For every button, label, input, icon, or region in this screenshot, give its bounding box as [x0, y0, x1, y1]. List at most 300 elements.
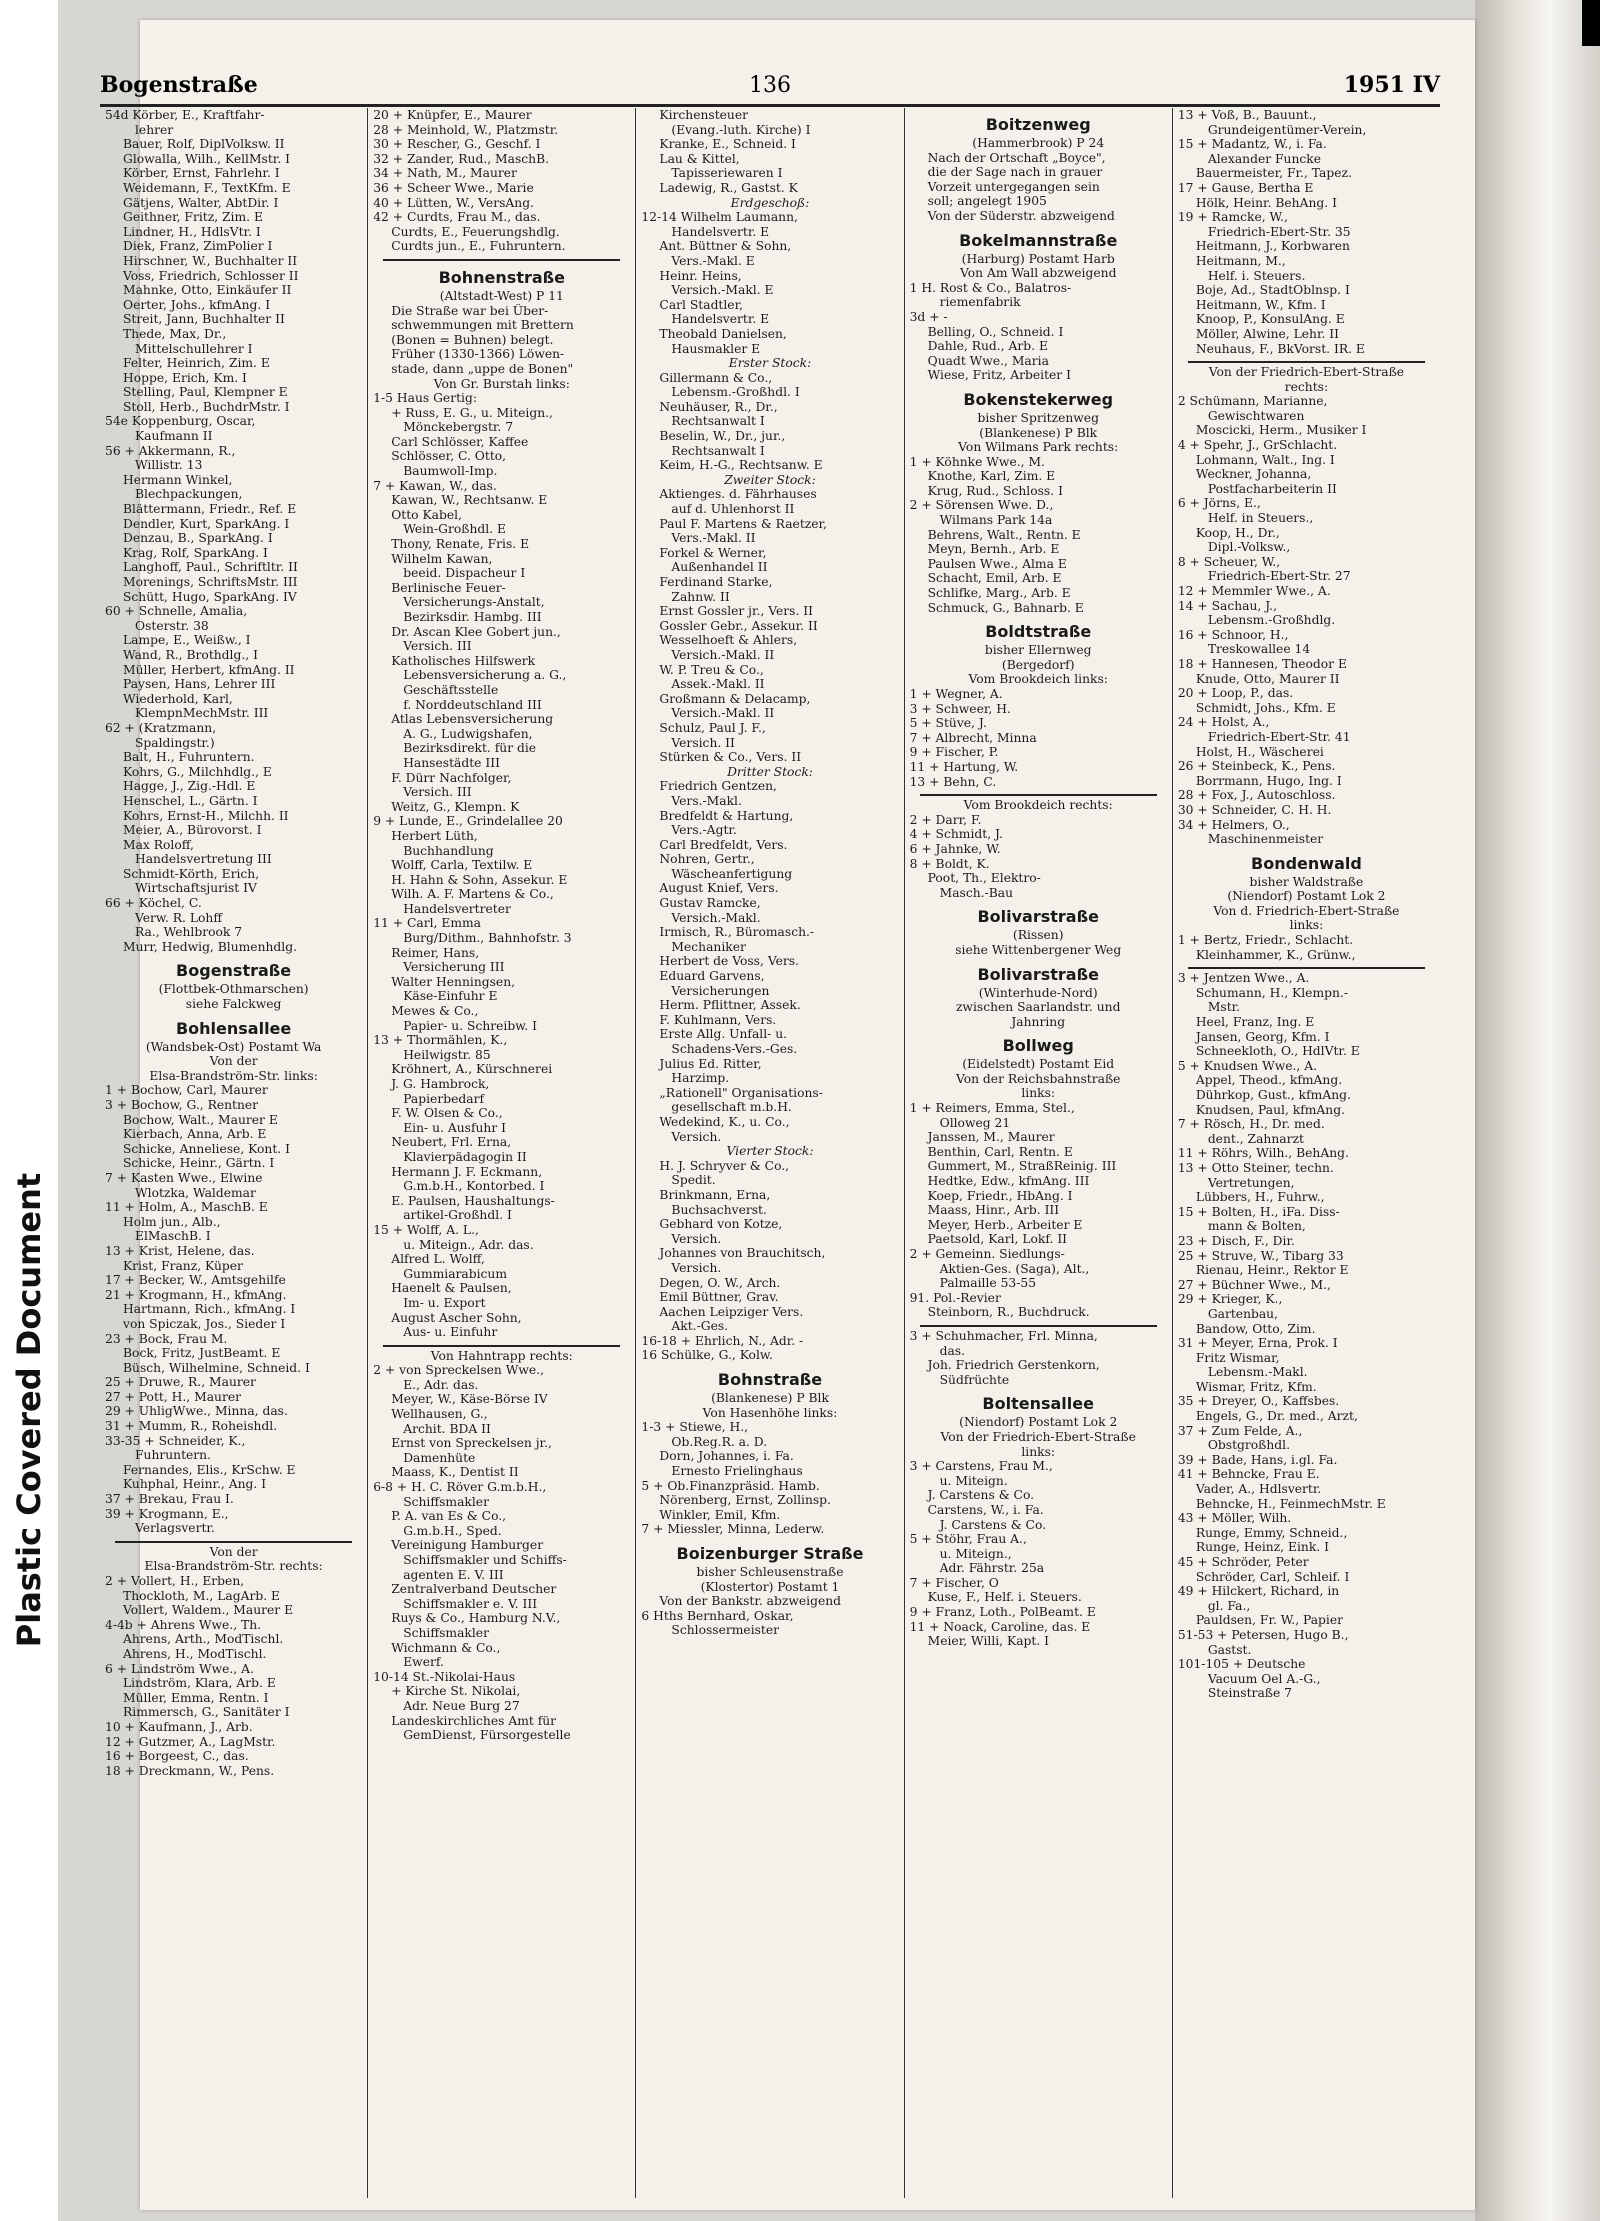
resident-entry: Carl Stadtler,	[659, 297, 744, 312]
entry-continuation: Ewerf.	[403, 1655, 444, 1670]
resident-entry: Belling, O., Schneid. I	[927, 324, 1064, 339]
house-number-entry: 15 + Madantz, W., i. Fa.	[1177, 137, 1327, 152]
resident-entry: Appel, Theod., kfmAng.	[1195, 1073, 1343, 1088]
resident-entry: stade, dann „uppe de Bonen"	[391, 361, 574, 376]
house-number-entry: 28 + Fox, J., Autoschloss.	[1177, 788, 1336, 803]
entry-continuation: Bezirksdir. Hambg. III	[403, 610, 542, 624]
resident-entry: Kierbach, Anna, Arb. E	[123, 1127, 267, 1142]
resident-entry: Gummert, M., StraßReinig. III	[927, 1159, 1117, 1174]
entry-continuation: Lebensm.-Großhdlg.	[1207, 613, 1336, 628]
entry-continuation: Rechtsanwalt I	[671, 443, 765, 458]
entry-continuation: Versicherungen	[671, 983, 770, 998]
street-note: (Hammerbrook) P 24	[972, 136, 1105, 150]
house-number-entry: 13 + Thormählen, K.,	[373, 1033, 508, 1048]
resident-entry: Nach der Ortschaft „Boyce",	[927, 150, 1106, 165]
resident-entry: Joh. Friedrich Gerstenkorn,	[927, 1358, 1100, 1373]
house-number-entry: 7 + Rösch, H., Dr. med.	[1177, 1117, 1325, 1132]
resident-entry: von Spiczak, Jos., Sieder I	[123, 1316, 286, 1331]
entry-continuation: Südfrüchte	[939, 1372, 1010, 1387]
resident-entry: Wichmann & Co.,	[391, 1640, 501, 1655]
entry-continuation: beeid. Dispacheur I	[403, 566, 526, 581]
entry-continuation: Postfacharbeiterin II	[1207, 481, 1337, 496]
entry-continuation: Gastst.	[1207, 1642, 1252, 1657]
entry-continuation: Fuhruntern.	[135, 1448, 212, 1463]
street-note: Vom Brookdeich links:	[968, 672, 1108, 687]
resident-entry: Heel, Franz, Ing. E	[1195, 1015, 1315, 1030]
resident-entry: Dendler, Kurt, SparkAng. I	[123, 516, 290, 531]
entry-continuation: Bezirksdirekt. für die	[403, 741, 537, 756]
resident-entry: Ernst Gossler jr., Vers. II	[659, 604, 814, 619]
resident-entry: Aachen Leipziger Vers.	[659, 1304, 804, 1319]
resident-entry: Haenelt & Paulsen,	[391, 1281, 512, 1296]
resident-entry: Glowalla, Wilh., KellMstr. I	[123, 151, 291, 166]
resident-entry: Heitmann, W., Kfm. I	[1195, 297, 1326, 312]
entry-continuation: lehrer	[135, 122, 174, 137]
resident-entry: Meyer, W., Käse-Börse IV	[391, 1392, 548, 1407]
directory-columns	[100, 108, 1440, 2198]
house-number-entry: 34 + Helmers, O.,	[1177, 817, 1290, 832]
entry-continuation: J. Carstens & Co.	[939, 1517, 1047, 1532]
resident-entry: Möller, Alwine, Lehr. II	[1195, 326, 1340, 341]
house-number-entry: 27 + Pott, H., Maurer	[105, 1389, 241, 1404]
entry-continuation: Vertretungen,	[1207, 1175, 1295, 1190]
resident-entry: Neuhaus, F., BkVorst. IR. E	[1195, 341, 1365, 356]
entry-continuation: Zahnw. II	[671, 589, 730, 604]
resident-entry: Blättermann, Friedr., Ref. E	[123, 502, 297, 517]
street-note: (Wandsbek-Ost) Postamt Wa	[145, 1039, 322, 1054]
entry-continuation: Masch.-Bau	[939, 885, 1014, 900]
house-number-entry: 54e Koppenburg, Oscar,	[105, 414, 256, 429]
resident-entry: Ruys & Co., Hamburg N.V.,	[391, 1611, 561, 1626]
resident-entry: P. A. van Es & Co.,	[391, 1509, 507, 1524]
resident-entry: Wiese, Fritz, Arbeiter I	[927, 368, 1071, 383]
resident-entry: August Knief, Vers.	[659, 881, 779, 896]
house-number-entry: 6 + Jahnke, W.	[909, 841, 1001, 856]
entry-continuation: Versich.	[671, 1231, 722, 1246]
plastic-covered-text: Plastic Covered Document	[10, 1172, 48, 1648]
resident-entry: Balt, H., Fuhruntern.	[123, 750, 255, 765]
resident-entry: schwemmungen mit Brettern	[391, 318, 574, 333]
resident-entry: Bochow, Walt., Maurer E	[123, 1112, 278, 1127]
street-note: Von Hasenhöhe links:	[702, 1405, 838, 1420]
house-number-entry: 16 + Borgeest, C., das.	[105, 1749, 249, 1764]
entry-continuation: Versicherungs-Anstalt,	[403, 595, 545, 610]
street-heading: Bokelmannstraße	[959, 230, 1118, 250]
column-5	[1173, 108, 1440, 2198]
resident-entry: Krist, Franz, Küper	[123, 1258, 243, 1273]
house-number-entry: 49 + Hilckert, Richard, in	[1177, 1584, 1340, 1599]
entry-continuation: Osterstr. 38	[135, 618, 209, 633]
entry-continuation: Damenhüte	[403, 1450, 476, 1465]
resident-entry: Mewes & Co.,	[391, 1004, 479, 1019]
resident-entry: Hoppe, Erich, Km. I	[123, 370, 247, 385]
column-1	[100, 108, 368, 2198]
entry-continuation: Schiffsmakler	[403, 1625, 489, 1640]
resident-entry: Berlinische Feuer-	[391, 580, 506, 595]
house-number-entry: 33-35 + Schneider, K.,	[105, 1433, 246, 1448]
resident-entry: Schulz, Paul J. F.,	[659, 720, 766, 735]
resident-entry: Paulsen Wwe., Alma E	[927, 556, 1067, 571]
house-number-entry: 7 + Miessler, Minna, Lederw.	[641, 1522, 825, 1537]
resident-entry: Henschel, L., Gärtn. I	[123, 793, 258, 808]
resident-entry: Schicke, Heinr., Gärtn. I	[123, 1156, 275, 1171]
resident-entry: Weckner, Johanna,	[1195, 467, 1312, 482]
resident-entry: Vader, A., Hdlsvertr.	[1195, 1482, 1322, 1497]
house-number-entry: 17 + Gause, Bertha E	[1177, 180, 1314, 195]
entry-continuation: Außenhandel II	[671, 560, 768, 575]
entry-continuation: Helf. i. Steuers.	[1207, 268, 1306, 283]
resident-entry: J. Carstens & Co.	[927, 1488, 1035, 1503]
entry-continuation: Wäscheanfertigung	[671, 866, 793, 881]
resident-entry: Neuhäuser, R., Dr.,	[659, 399, 778, 414]
resident-entry: Degen, O. W., Arch.	[659, 1275, 781, 1290]
street-note: Von der Friedrich-Ebert-Straße	[1208, 365, 1405, 380]
house-number-entry: 11 + Noack, Caroline, das. E	[909, 1619, 1091, 1634]
resident-entry: Rienau, Heinr., Rektor E	[1195, 1263, 1349, 1278]
entry-continuation: Lebensm.-Makl.	[1207, 1365, 1308, 1380]
resident-entry: Wesselhoeft & Ahlers,	[659, 633, 798, 648]
house-number-entry: 51-53 + Petersen, Hugo B.,	[1177, 1627, 1349, 1642]
street-note: Von Wilmans Park rechts:	[958, 440, 1119, 455]
floor-heading: Erdgeschoß:	[730, 195, 810, 210]
house-number-entry: 3 + Schuhmacher, Frl. Minna,	[909, 1328, 1098, 1343]
house-number-entry: 36 + Scheer Wwe., Marie	[373, 180, 534, 195]
resident-entry: Kranke, E., Schneid. I	[659, 137, 796, 152]
entry-continuation: auf d. Uhlenhorst II	[671, 502, 795, 517]
house-number-entry: 16 + Schnoor, H.,	[1177, 627, 1289, 642]
resident-entry: Wismar, Fritz, Kfm.	[1195, 1379, 1317, 1394]
resident-entry: Knude, Otto, Maurer II	[1195, 671, 1340, 686]
resident-entry: Brinkmann, Erna,	[659, 1187, 771, 1202]
entry-continuation: gesellschaft m.b.H.	[671, 1100, 792, 1115]
resident-entry: Quadt Wwe., Maria	[927, 353, 1049, 368]
house-number-entry: 91. Pol.-Revier	[909, 1290, 1001, 1305]
resident-entry: Streit, Jann, Buchhalter II	[123, 312, 285, 327]
street-heading: Boltensallee	[982, 1394, 1094, 1414]
resident-entry: Curdts, E., Feuerungshdlg.	[391, 224, 560, 239]
street-note: (Harburg) Postamt Harb	[961, 251, 1115, 266]
resident-entry: Landeskirchliches Amt für	[391, 1713, 557, 1728]
house-number-entry: 14 + Sachau, J.,	[1177, 598, 1278, 613]
house-number-entry: 2 + Vollert, H., Erben,	[105, 1574, 245, 1588]
house-number-entry: 30 + Rescher, G., Geschf. I	[373, 137, 541, 152]
resident-entry: Schmidt-Körth, Erich,	[123, 866, 260, 881]
house-number-entry: 42 + Curdts, Frau M., das.	[373, 210, 541, 225]
book-spine	[1475, 0, 1600, 2221]
entry-continuation: Friedrich-Ebert-Str. 41	[1207, 729, 1351, 744]
resident-entry: Mahnke, Otto, Einkäufer II	[123, 283, 292, 298]
entry-continuation: Grundeigentümer-Verein,	[1207, 122, 1367, 137]
resident-entry: Engels, G., Dr. med., Arzt,	[1195, 1409, 1358, 1424]
resident-entry: Stürken & Co., Vers. II	[659, 750, 802, 765]
resident-entry: Eduard Garvens,	[659, 969, 765, 984]
street-note: (Winterhude-Nord)	[978, 985, 1098, 1000]
resident-entry: F. Dürr Nachfolger,	[391, 770, 512, 785]
entry-continuation: Harzimp.	[671, 1071, 730, 1086]
house-number-entry: 5 + Knudsen Wwe., A.	[1177, 1058, 1318, 1073]
house-number-entry: 13 + Voß, B., Bauunt.,	[1177, 108, 1317, 122]
resident-entry: Poot, Th., Elektro-	[927, 871, 1041, 886]
entry-continuation: Mstr.	[1207, 1000, 1241, 1015]
resident-entry: Meier, Willi, Kapt. I	[927, 1634, 1050, 1649]
resident-entry: Forkel & Werner,	[659, 545, 767, 560]
house-number-entry: 25 + Struve, W., Tibarg 33	[1177, 1248, 1344, 1263]
resident-entry: Bauer, Rolf, DiplVolksw. II	[123, 137, 285, 152]
resident-entry: Voss, Friedrich, Schlosser II	[123, 268, 299, 283]
resident-entry: Müller, Herbert, kfmAng. II	[123, 662, 295, 677]
resident-entry: Nohren, Gertr.,	[659, 852, 755, 867]
resident-entry: Schumann, H., Klempn.-	[1195, 985, 1348, 1000]
resident-entry: Herbert de Voss, Vers.	[659, 954, 799, 969]
street-note: (Klostertor) Postamt 1	[700, 1579, 840, 1594]
house-number-entry: 3d + -	[909, 309, 948, 324]
entry-continuation: Handelsvertr. E	[671, 312, 770, 327]
resident-entry: Krug, Rud., Schloss. I	[927, 483, 1063, 498]
entry-continuation: Buchsachverst.	[671, 1202, 767, 1217]
resident-entry: Dr. Ascan Klee Gobert jun.,	[391, 624, 561, 639]
resident-entry: Zentralverband Deutscher	[391, 1582, 557, 1597]
resident-entry: Wiederhold, Karl,	[123, 691, 233, 706]
resident-entry: Katholisches Hilfswerk	[391, 653, 536, 668]
house-number-entry: 6 Hths Bernhard, Oskar,	[641, 1608, 794, 1623]
resident-entry: Ferdinand Starke,	[659, 575, 773, 589]
street-note: (Eidelstedt) Postamt Eid	[962, 1057, 1115, 1072]
house-number-entry: 9 + Lunde, E., Grindelallee 20	[373, 814, 563, 829]
entry-continuation: Handelsvertretung III	[135, 852, 272, 867]
floor-heading: Zweiter Stock:	[724, 472, 816, 487]
resident-entry: Ant. Büttner & Sohn,	[659, 239, 792, 254]
street-note: Von Hahntrapp rechts:	[430, 1348, 573, 1363]
entry-continuation: Helf. in Steuers.,	[1207, 511, 1314, 526]
entry-continuation: Friedrich-Ebert-Str. 27	[1207, 569, 1351, 584]
entry-continuation: Schlossermeister	[671, 1623, 780, 1638]
resident-entry: Emil Büttner, Grav.	[659, 1290, 779, 1305]
house-number-entry: 29 + Krieger, K.,	[1177, 1292, 1283, 1307]
entry-continuation: Schiffsmakler und Schiffs-	[403, 1553, 567, 1567]
entry-continuation: Klavierpädagogin II	[403, 1149, 527, 1164]
house-number-entry: 26 + Steinbeck, K., Pens.	[1177, 759, 1336, 774]
street-note: rechts:	[1284, 379, 1329, 394]
entry-continuation: Burg/Dithm., Bahnhofstr. 3	[403, 931, 572, 946]
house-number-entry: 37 + Brekau, Frau I.	[105, 1492, 234, 1507]
section-divider	[920, 794, 1157, 796]
entry-continuation: Aktien-Ges. (Saga), Alt.,	[939, 1261, 1090, 1276]
resident-entry: Neubert, Frl. Erna,	[391, 1135, 512, 1150]
street-heading: Bogenstraße	[176, 961, 292, 981]
resident-entry: Rimmersch, G., Sanitäter I	[123, 1705, 290, 1720]
entry-continuation: Versich. III	[403, 785, 472, 800]
resident-entry: Großmann & Delacamp,	[659, 691, 811, 706]
resident-entry: Oerter, Johs., kfmAng. I	[123, 297, 271, 312]
resident-entry: Schmidt, Johs., Kfm. E	[1195, 700, 1336, 715]
column-4	[905, 108, 1173, 2198]
section-divider	[1188, 967, 1425, 969]
house-number-entry: 37 + Zum Felde, A.,	[1177, 1423, 1303, 1438]
entry-continuation: Mönckebergstr. 7	[403, 420, 514, 435]
resident-entry: Otto Kabel,	[391, 507, 462, 522]
resident-entry: Nörenberg, Ernst, Zollinsp.	[659, 1493, 831, 1508]
house-number-entry: 30 + Schneider, C. H. H.	[1177, 802, 1332, 817]
street-heading: Bolivarstraße	[977, 907, 1099, 927]
entry-continuation: Alexander Funcke	[1207, 151, 1322, 166]
house-number-entry: 62 + (Kratzmann,	[105, 720, 217, 735]
resident-entry: Vorzeit untergegangen sein	[927, 179, 1100, 194]
house-number-entry: 11 + Röhrs, Wilh., BehAng.	[1177, 1146, 1349, 1161]
house-number-entry: 11 + Carl, Emma	[373, 916, 481, 931]
house-number-entry: 12-14 Wilhelm Laumann,	[641, 210, 798, 225]
resident-entry: Kleinhammer, K., Grünw.,	[1195, 947, 1356, 962]
street-heading: Boizenburger Straße	[676, 1544, 864, 1563]
resident-entry: Schneekloth, O., HdlVtr. E	[1195, 1044, 1360, 1059]
street-note: (Flottbek-Othmarschen)	[158, 982, 309, 997]
entry-continuation: Assek.-Makl. II	[671, 677, 765, 692]
entry-continuation: Versich. II	[671, 735, 735, 750]
resident-entry: (Bonen = Buhnen) belegt.	[391, 332, 554, 347]
street-note: (Bergedorf)	[1001, 657, 1075, 672]
entry-continuation: Schadens-Vers.-Ges.	[671, 1042, 798, 1056]
resident-entry: Weitz, G., Klempn. K	[391, 799, 520, 814]
resident-entry: Lohmann, Walt., Ing. I	[1195, 452, 1335, 467]
house-number-entry: 41 + Behncke, Frau E.	[1177, 1467, 1320, 1482]
entry-continuation: E., Adr. das.	[403, 1377, 479, 1392]
resident-entry: Runge, Heinz, Eink. I	[1195, 1540, 1329, 1555]
house-number-entry: 7 + Fischer, O	[909, 1575, 999, 1590]
resident-entry: Janssen, M., Maurer	[927, 1130, 1055, 1145]
house-number-entry: 9 + Fischer, P.	[909, 745, 999, 760]
entry-continuation: Lebensm.-Großhdl. I	[671, 385, 800, 400]
entry-continuation: Gartenbau,	[1207, 1306, 1279, 1321]
entry-continuation: Versich.	[671, 1129, 722, 1144]
resident-entry: Bredfeldt & Hartung,	[659, 808, 794, 823]
house-number-entry: 3 + Schweer, H.	[909, 701, 1011, 716]
entry-continuation: Wein-Großhdl. E	[403, 522, 506, 537]
house-number-entry: 35 + Dreyer, O., Kaffsbes.	[1177, 1394, 1340, 1409]
street-note: Von der Friedrich-Ebert-Straße	[940, 1429, 1136, 1444]
house-number-entry: 28 + Meinhold, W., Platzmstr.	[373, 122, 559, 137]
house-number-entry: 7 + Kawan, W., das.	[373, 478, 497, 493]
floor-heading: Vierter Stock:	[726, 1144, 814, 1159]
entry-continuation: Archit. BDA II	[403, 1421, 491, 1436]
resident-entry: Knoop, P., KonsulAng. E	[1195, 312, 1345, 327]
entry-continuation: Dipl.-Volksw.,	[1207, 540, 1291, 555]
street-note: zwischen Saarlandstr. und	[955, 1000, 1121, 1015]
house-number-entry: 18 + Hannesen, Theodor E	[1177, 656, 1347, 671]
entry-continuation: Treskowallee 14	[1207, 642, 1311, 657]
house-number-entry: 21 + Krogmann, H., kfmAng.	[105, 1287, 287, 1302]
resident-entry: Schütt, Hugo, SparkAng. IV	[123, 589, 297, 604]
resident-entry: Lampe, E., Weißw., I	[123, 633, 251, 648]
house-number-entry: 20 + Loop, P., das.	[1177, 686, 1294, 701]
resident-entry: Knothe, Karl, Zim. E	[927, 469, 1056, 484]
resident-entry: Paul F. Martens & Raetzer,	[659, 516, 827, 531]
resident-entry: Theobald Danielsen,	[659, 326, 787, 341]
house-number-entry: 1 + Bertz, Friedr., Schlacht.	[1177, 933, 1354, 948]
house-number-entry: 16-18 + Ehrlich, N., Adr. -	[641, 1333, 804, 1348]
resident-entry: Schlösser, C. Otto,	[391, 449, 507, 464]
house-number-entry: 60 + Schnelle, Amalia,	[105, 604, 248, 619]
resident-entry: Bandow, Otto, Zim.	[1195, 1321, 1316, 1336]
floor-heading: Dritter Stock:	[727, 764, 813, 779]
entry-continuation: u. Miteign.	[939, 1473, 1008, 1488]
resident-entry: Kohrs, G., Milchhdlg., E	[123, 764, 272, 779]
house-number-entry: 4 + Spehr, J., GrSchlacht.	[1177, 438, 1338, 453]
house-number-entry: 3 + Jentzen Wwe., A.	[1177, 971, 1310, 986]
section-divider	[383, 1345, 620, 1347]
street-heading: Bohnstraße	[717, 1370, 823, 1390]
entry-continuation: Wlotzka, Waldemar	[135, 1185, 256, 1200]
resident-entry: Herbert Lüth,	[391, 828, 478, 843]
house-number-entry: 12 + Memmler Wwe., A.	[1177, 584, 1331, 598]
resident-entry: Carl Bredfeldt, Vers.	[659, 837, 788, 852]
street-heading: Bondenwald	[1251, 853, 1362, 873]
house-number-entry: 25 + Druwe, R., Maurer	[105, 1375, 256, 1390]
entry-continuation: Adr. Neue Burg 27	[403, 1698, 520, 1713]
street-note: links:	[1021, 1444, 1056, 1459]
house-number-entry: 1-3 + Stiewe, H.,	[641, 1420, 749, 1435]
street-note: siehe Wittenbergener Weg	[955, 942, 1122, 957]
house-number-entry: 24 + Holst, A.,	[1177, 715, 1270, 730]
resident-entry: Fernandes, Elis., KrSchw. E	[123, 1462, 296, 1477]
entry-continuation: Maschinenmeister	[1207, 832, 1324, 847]
entry-continuation: Mittelschullehrer I	[135, 341, 253, 356]
house-number-entry: 43 + Möller, Wilh.	[1177, 1511, 1292, 1526]
entry-continuation: Adr. Fährstr. 25a	[939, 1561, 1045, 1576]
entry-continuation: Rechtsanwalt I	[671, 414, 765, 429]
entry-continuation: (Evang.-luth. Kirche) I	[671, 122, 811, 137]
section-divider	[1188, 361, 1425, 363]
street-heading: Bohlensallee	[175, 1018, 292, 1038]
house-number-entry: 45 + Schröder, Peter	[1177, 1555, 1309, 1569]
resident-entry: Heitmann, M.,	[1195, 253, 1286, 268]
page-header	[100, 60, 1440, 107]
resident-entry: Vollert, Waldem., Maurer E	[123, 1603, 294, 1618]
resident-entry: Keim, H.-G., Rechtsanw. E	[659, 458, 823, 473]
entry-continuation: Mechaniker	[671, 939, 746, 954]
entry-continuation: Palmaille 53-55	[939, 1276, 1037, 1291]
house-number-entry: 3 + Carstens, Frau M.,	[909, 1459, 1053, 1474]
resident-entry: Schacht, Emil, Arb. E	[927, 571, 1062, 586]
entry-continuation: Ernesto Frielinghaus	[671, 1464, 803, 1479]
house-number-entry: 1 + Reimers, Emma, Stel.,	[909, 1101, 1075, 1116]
entry-continuation: G.m.b.H., Kontorbed. I	[403, 1179, 545, 1194]
resident-entry: Moscicki, Herm., Musiker I	[1195, 423, 1367, 438]
house-number-entry: 15 + Bolten, H., iFa. Diss-	[1177, 1204, 1340, 1219]
entry-continuation: Akt.-Ges.	[671, 1319, 729, 1334]
entry-continuation: ElMaschB. I	[135, 1229, 211, 1244]
resident-entry: Wand, R., Brothdlg., I	[123, 647, 258, 662]
resident-entry: Bock, Fritz, JustBeamt. E	[123, 1346, 281, 1361]
street-note: Von der	[209, 1544, 258, 1559]
resident-entry: Hermann J. F. Eckmann,	[391, 1164, 543, 1179]
entry-continuation: Versich.-Makl. II	[671, 706, 775, 721]
entry-continuation: KlempnMechMstr. III	[135, 706, 269, 721]
entry-continuation: u. Miteign.,	[939, 1546, 1012, 1561]
resident-entry: Atlas Lebensversicherung	[391, 712, 554, 727]
resident-entry: Fritz Wismar,	[1195, 1350, 1280, 1365]
street-heading: Bolivarstraße	[977, 964, 1099, 984]
resident-entry: Gustav Ramcke,	[659, 896, 761, 911]
resident-entry: Denzau, B., SparkAng. I	[123, 531, 273, 546]
entry-continuation: Hansestädte III	[403, 755, 500, 770]
entry-continuation: Aus- u. Einfuhr	[403, 1325, 498, 1340]
entry-continuation: Käse-Einfuhr E	[403, 989, 498, 1004]
entry-continuation: Tapisseriewaren I	[671, 166, 783, 181]
street-note: Elsa-Brandström-Str. links:	[149, 1068, 318, 1083]
resident-entry: Hagge, J., Zig.-Hdl. E	[123, 779, 256, 794]
resident-entry: Geithner, Fritz, Zim. E	[123, 210, 263, 225]
resident-entry: Thony, Renate, Fris. E	[391, 537, 530, 552]
entry-continuation: Buchhandlung	[403, 843, 494, 858]
